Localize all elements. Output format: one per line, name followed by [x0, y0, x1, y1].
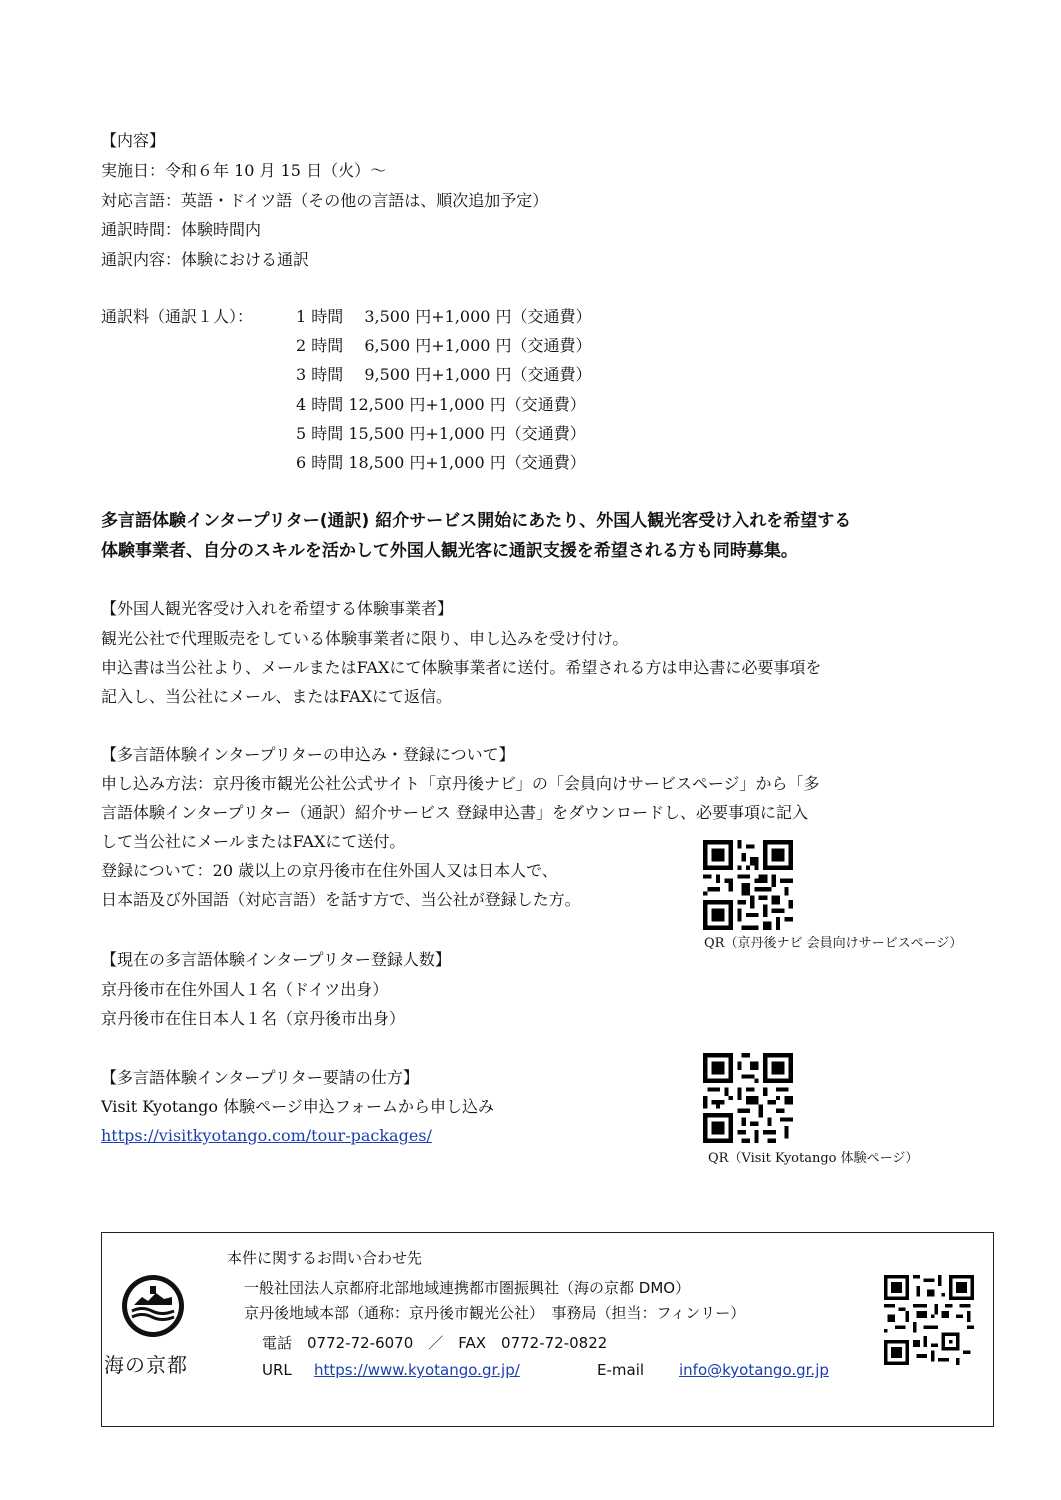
request-header: 【多言語体験インタープリター要請の仕方】	[101, 1068, 419, 1087]
contact-box	[101, 1232, 994, 1427]
operators-line-1: 観光公社で代理販売をしている体験事業者に限り、申し込みを受け付け。	[101, 629, 629, 648]
tour-packages-link[interactable]: https://visitkyotango.com/tour-packages/	[101, 1126, 432, 1145]
contact-url-label: URL	[262, 1361, 292, 1379]
operators-line-2: 申込書は当公社より、メールまたはFAXにて体験事業者に送付。希望される方は申込書に必要事項を	[101, 658, 822, 677]
detail-line: 通訳内容：体験における通訳	[101, 250, 310, 269]
fee-row: 5 時間 15,500 円+1,000 円（交通費）	[296, 424, 586, 443]
qr-code-icon	[703, 1053, 793, 1143]
qr-code-contact[interactable]	[884, 1275, 974, 1365]
operators-line-3: 記入し、当公社にメール、またはFAXにて返信。	[101, 687, 453, 706]
contact-email-label: E-mail	[597, 1361, 645, 1379]
recruit-line-1: 多言語体験インタープリター(通訳) 紹介サービス開始にあたり、外国人観光客受け入れを希望する	[101, 511, 852, 531]
contact-title: 本件に関するお問い合わせ先	[227, 1249, 423, 1267]
fee-label: 通訳料（通訳１人）：	[101, 307, 254, 326]
current-line-1: 京丹後市在住外国人１名（ドイツ出身）	[101, 980, 389, 999]
operators-header: 【外国人観光客受け入れを希望する体験事業者】	[101, 599, 454, 618]
logo-text: 海の京都	[104, 1353, 188, 1377]
registration-line-3: して当公社にメールまたはFAXにて送付。	[101, 832, 406, 851]
content-header: 【内容】	[101, 131, 166, 150]
qr-caption-navi: QR（京丹後ナビ 会員向けサービスページ）	[704, 936, 963, 951]
qr-caption-visit: QR（Visit Kyotango 体験ページ）	[708, 1151, 919, 1166]
registration-line-2: 言語体験インタープリター（通訳）紹介サービス 登録申込書」をダウンロードし、必要事項に記入	[101, 803, 809, 822]
contact-phone: 電話 0772-72-6070 ／ FAX 0772-72-0822	[262, 1334, 608, 1352]
contact-org: 一般社団法人京都府北部地域連携都市圏振興社（海の京都 DMO）	[244, 1279, 691, 1297]
registration-line-5: 日本語及び外国語（対応言語）を話す方で、当公社が登録した方。	[101, 890, 581, 909]
time-line: 通訳時間：体験時間内	[101, 220, 262, 239]
fee-row: 2 時間 6,500 円+1,000 円（交通費）	[296, 336, 592, 355]
fee-row: 1 時間 3,500 円+1,000 円（交通費）	[296, 307, 592, 326]
registration-line-1: 申し込み方法：京丹後市観光公社公式サイト「京丹後ナビ」の「会員向けサービスページ」から「多	[101, 774, 820, 793]
current-header: 【現在の多言語体験インタープリター登録人数】	[101, 950, 451, 969]
qr-code-navi[interactable]	[703, 840, 793, 930]
qr-code-icon	[884, 1275, 974, 1365]
languages-line: 対応言語：英語・ドイツ語（その他の言語は、順次追加予定）	[101, 191, 549, 210]
current-line-2: 京丹後市在住日本人１名（京丹後市出身）	[101, 1009, 406, 1028]
email-link[interactable]: info@kyotango.gr.jp	[679, 1361, 829, 1379]
date-line: 実施日：令和６年 10 月 15 日（火）～	[101, 161, 387, 180]
fee-row: 6 時間 18,500 円+1,000 円（交通費）	[296, 453, 586, 472]
qr-code-icon	[703, 840, 793, 930]
request-line-1: Visit Kyotango 体験ページ申込フォームから申し込み	[101, 1097, 494, 1116]
fee-row: 4 時間 12,500 円+1,000 円（交通費）	[296, 395, 586, 414]
registration-line-4: 登録について：20 歳以上の京丹後市在住外国人又は日本人で、	[101, 861, 558, 880]
umi-no-kyoto-logo	[120, 1273, 186, 1339]
recruit-line-2: 体験事業者、自分のスキルを活かして外国人観光客に通訳支援を希望される方も同時募集。	[101, 541, 798, 561]
qr-code-visit[interactable]	[703, 1053, 793, 1143]
registration-header: 【多言語体験インタープリターの申込み・登録について】	[101, 745, 515, 764]
fee-row: 3 時間 9,500 円+1,000 円（交通費）	[296, 365, 592, 384]
logo-icon	[120, 1273, 186, 1339]
contact-dept: 京丹後地域本部（通称：京丹後市観光公社） 事務局（担当：フィンリー）	[244, 1304, 746, 1322]
website-link[interactable]: https://www.kyotango.gr.jp/	[314, 1361, 520, 1379]
